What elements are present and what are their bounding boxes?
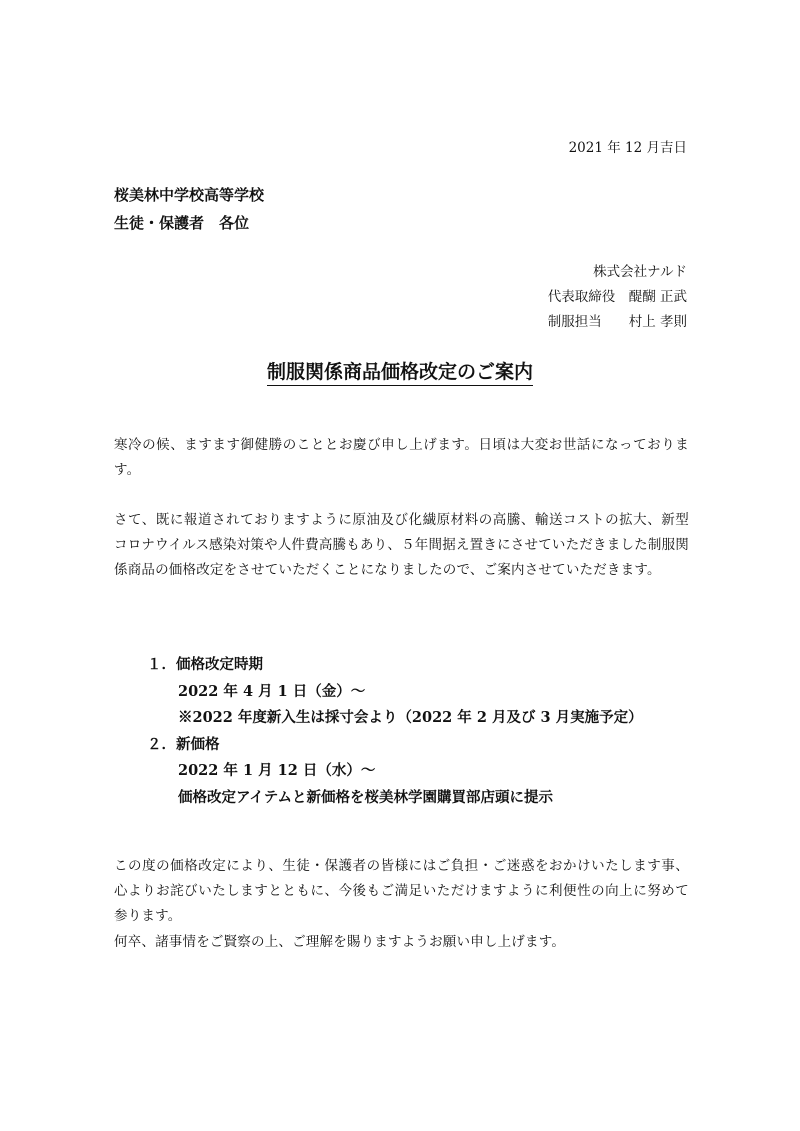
sender-contact: 制服担当 村上 孝則 — [547, 314, 687, 330]
document-title — [0, 357, 800, 384]
sender-representative: 代表取締役 醍醐 正武 — [547, 289, 687, 305]
recipient-audience: 生徒・保護者 各位 — [114, 214, 250, 232]
item-2-heading: ２．新価格 — [147, 736, 220, 753]
closing-request: 何卒、諸事情をご賢察の上、ご理解を賜りますようお願い申し上げます。 — [114, 934, 566, 950]
document-title-text: 制服関係商品価格改定のご案内 — [267, 361, 533, 386]
announcement-paragraph: さて、既に報道されておりますように原油及び化繊原材料の高騰、輸送コストの拡大、新型コロナウイルス感染対策や人件費高騰もあり、５年間据え置きにさせていただきました制服関係商品の価格改定をさせていただくことになりましたので、ご案内させていただきます。 — [114, 512, 689, 578]
recipient-school: 桜美林中学校高等学校 — [114, 186, 265, 204]
closing-paragraph: この度の価格改定により、生徒・保護者の皆様にはご負担・ご迷惑をおかけいたします事、心よりお詫びいたしますとともに、今後もご満足いただけますように利便性の向上に努めて参ります。 — [114, 858, 689, 924]
item-2-line-2: 価格改定アイテムと新価格を桜美林学園購買部店頭に提示 — [178, 789, 553, 806]
sender-company: 株式会社ナルド — [593, 264, 687, 280]
item-1-line-1: 2022 年 4 月 1 日（金）～ — [178, 683, 366, 700]
item-1-heading: １．価格改定時期 — [147, 656, 263, 673]
greeting-paragraph: 寒冷の候、ますます御健勝のこととお慶び申し上げます。日頃は大変お世話になっております。 — [114, 437, 689, 478]
item-1-line-2: ※2022 年度新入生は採寸会より（2022 年 2 月及び 3 月実施予定） — [178, 709, 643, 726]
document-date: 2021 年 12 月吉日 — [568, 140, 687, 156]
item-2-line-1: 2022 年 1 月 12 日（水）～ — [178, 762, 376, 779]
